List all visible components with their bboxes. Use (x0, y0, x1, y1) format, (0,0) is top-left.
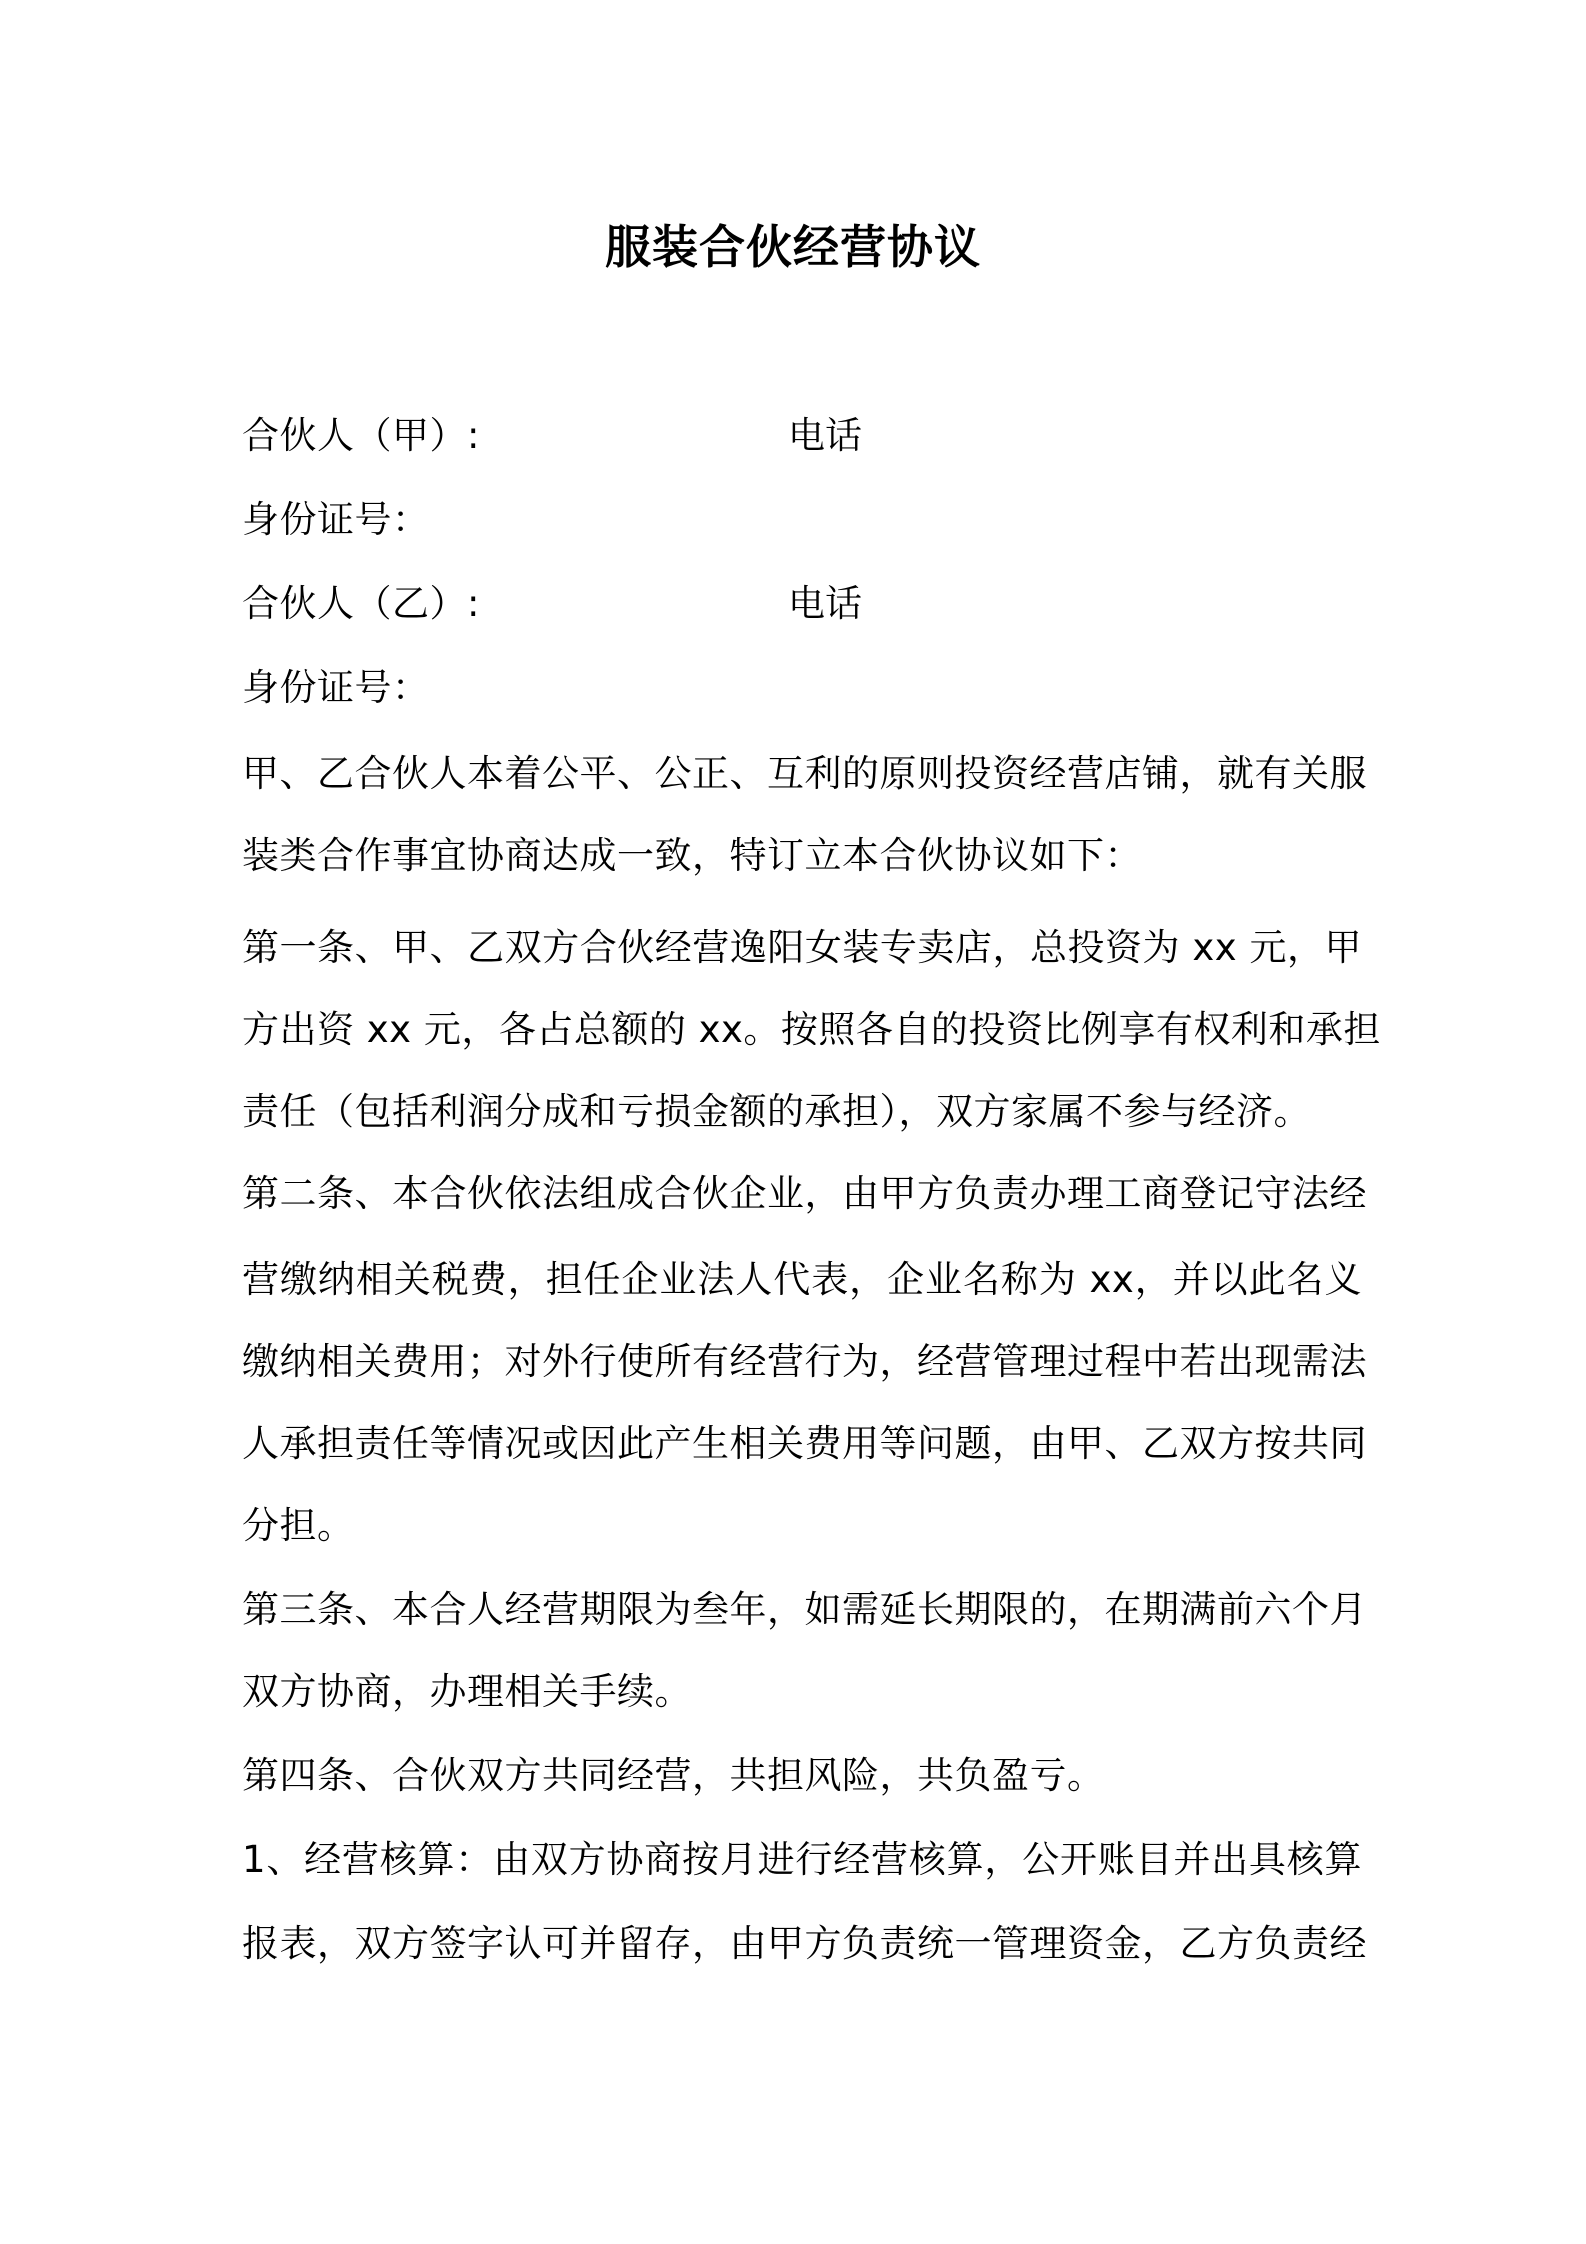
party-a-id-label: 身份证号： (242, 498, 430, 541)
party-b-label: 合伙人（乙）: (242, 582, 480, 625)
article-4-line: 第四条、合伙双方共同经营，共担风险，共负盈亏。 (242, 1754, 1105, 1797)
accounting-clause-line: 1、经营核算：由双方协商按月进行经营核算，公开账目并出具核算 (242, 1838, 1362, 1881)
article-2-line: 人承担责任等情况或因此产生相关费用等问题，由甲、乙双方按共同 (242, 1422, 1367, 1465)
preamble-line: 装类合作事宜协商达成一致，特订立本合伙协议如下： (242, 834, 1142, 877)
article-1-line: 责任（包括利润分成和亏损金额的承担），双方家属不参与经济。 (242, 1090, 1311, 1133)
accounting-clause-line: 报表，双方签字认可并留存，由甲方负责统一管理资金，乙方负责经 (242, 1922, 1367, 1965)
article-2-line: 营缴纳相关税费，担任企业法人代表，企业名称为 xx，并以此名义 (242, 1258, 1362, 1301)
article-3-line: 第三条、本合人经营期限为叁年，如需延长期限的，在期满前六个月 (242, 1588, 1367, 1631)
article-2-line: 第二条、本合伙依法组成合伙企业，由甲方负责办理工商登记守法经 (242, 1172, 1367, 1215)
article-3-line: 双方协商，办理相关手续。 (242, 1670, 692, 1713)
preamble-line: 甲、乙合伙人本着公平、公正、互利的原则投资经营店铺，就有关服 (242, 752, 1367, 795)
party-a-phone-label: 电话 (788, 414, 862, 457)
article-2-line: 缴纳相关费用；对外行使所有经营行为，经营管理过程中若出现需法 (242, 1340, 1367, 1383)
article-2-line: 分担。 (242, 1504, 355, 1547)
article-1-line: 第一条、甲、乙双方合伙经营逸阳女装专卖店，总投资为 xx 元，甲 (242, 926, 1362, 969)
article-1-line: 方出资 xx 元，各占总额的 xx。按照各自的投资比例享有权利和承担 (242, 1008, 1381, 1051)
party-b-phone-label: 电话 (788, 582, 862, 625)
party-b-id-label: 身份证号： (242, 666, 430, 709)
document-title: 服装合伙经营协议 (605, 220, 981, 274)
party-a-label: 合伙人（甲）: (242, 414, 480, 457)
